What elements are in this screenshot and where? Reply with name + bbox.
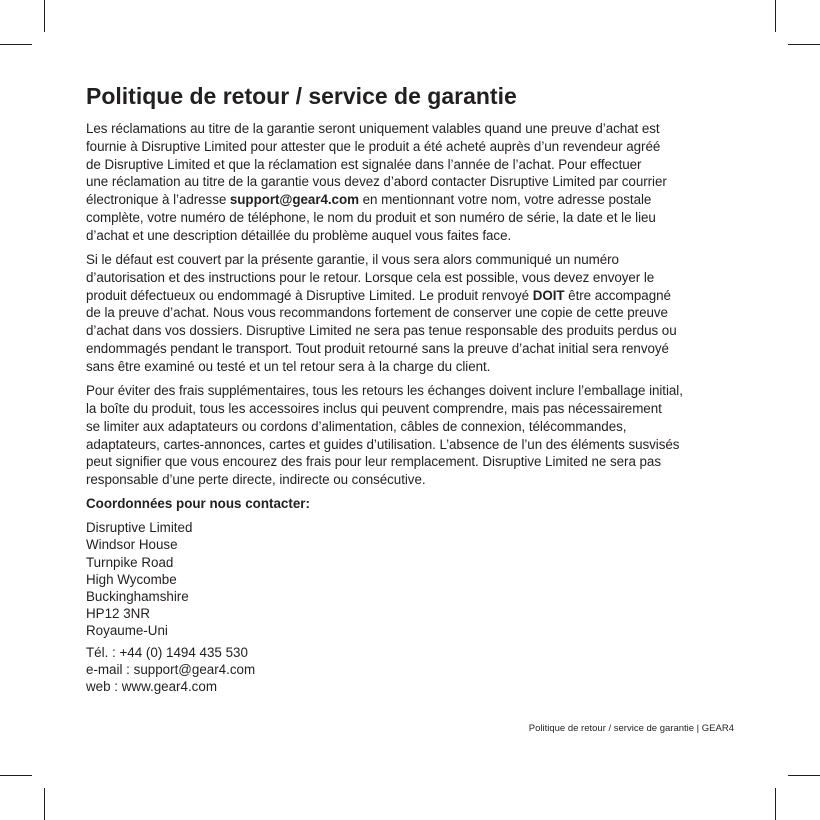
crop-mark [788, 775, 820, 776]
address-line: Windsor House [86, 537, 178, 553]
contact-website[interactable]: web : www.gear4.com [86, 679, 217, 695]
paragraph-warranty-claims: Les réclamations au titre de la garantie seront uniquement valables quand une preuve d’achat est fournie à Disruptive Limited pour attester que le produit a été acheté auprès d’un revendeur agréé de Disruptive Limited et que la réclamation est signalée dans l’année de l’achat. Pour effectuer une réclamation au titre de la garantie vous devez d’abord contacter Disruptive Limited par courrier électronique à l’adresse support@gear4.com en mentionnant votre nom, votre adresse postale complète, votre numéro de téléphone, le nom du produit et son numéro de série, la date et le lieu d’achat et une description détaillée du problème auquel vous faites face. [86, 121, 667, 243]
document-body [86, 80, 746, 695]
crop-mark [0, 775, 32, 776]
phone-number: Tél. : +44 (0) 1494 435 530 [86, 644, 248, 660]
crop-mark [775, 0, 776, 32]
emphasis-must: DOIT [532, 287, 565, 303]
page-footer: Politique de retour / service de garantie | GEAR4 [528, 723, 734, 734]
crop-mark [44, 0, 45, 32]
page-title: Politique de retour / service de garantie [86, 83, 517, 109]
address-line: High Wycombe [86, 571, 177, 587]
crop-mark [775, 788, 776, 820]
support-email-link[interactable]: support@gear4.com [229, 192, 359, 208]
paragraph-additional-fees: Pour éviter des frais supplémentaires, tous les retours les échanges doivent inclure l’emballage initial, la boîte du produit, tous les accessoires inclus qui peuvent comprendre, mais pas nécessairement se limiter aux adaptateurs ou cordons d’alimentation, câbles de connexion, télécommandes, adaptateurs, cartes-annonces, cartes et guides d’utilisation. L’absence de l’un des éléments susvisés peut signifier que vous encourez des frais pour leur remplacement. Disruptive Limited ne sera pas responsable d’une perte directe, indirecte ou consécutive. [86, 383, 683, 488]
postal-address [86, 519, 746, 639]
crop-mark [788, 44, 820, 45]
contact-details [86, 644, 746, 696]
crop-mark [0, 44, 32, 45]
contact-email[interactable]: e-mail : support@gear4.com [86, 661, 256, 677]
address-line: HP12 3NR [86, 606, 151, 622]
address-line: Turnpike Road [86, 554, 174, 570]
paragraph-return-authorisation: Si le défaut est couvert par la présente garantie, il vous sera alors communiqué un numéro d’autorisation et des instructions pour le retour. Lorsque cela est possible, vous devez envoyer le produit défectueux ou endommagé à Disruptive Limited. Le produit renvoyé DOIT être accompagné de la preuve d’achat. Nous vous recommandons fortement de conserver une copie de cette preuve d’achat dans vos dossiers. Disruptive Limited ne sera pas tenue responsable des produits perdus ou endommagés pendant le transport. Tout produit retourné sans la preuve d’achat initial sera renvoyé sans être examiné ou testé et un tel retour sera à la charge du client. [86, 252, 677, 374]
address-line: Royaume-Uni [86, 623, 168, 639]
address-line: Buckinghamshire [86, 589, 189, 605]
contact-heading: Coordonnées pour nous contacter: [86, 496, 310, 512]
address-line: Disruptive Limited [86, 520, 193, 536]
crop-mark [44, 788, 45, 820]
